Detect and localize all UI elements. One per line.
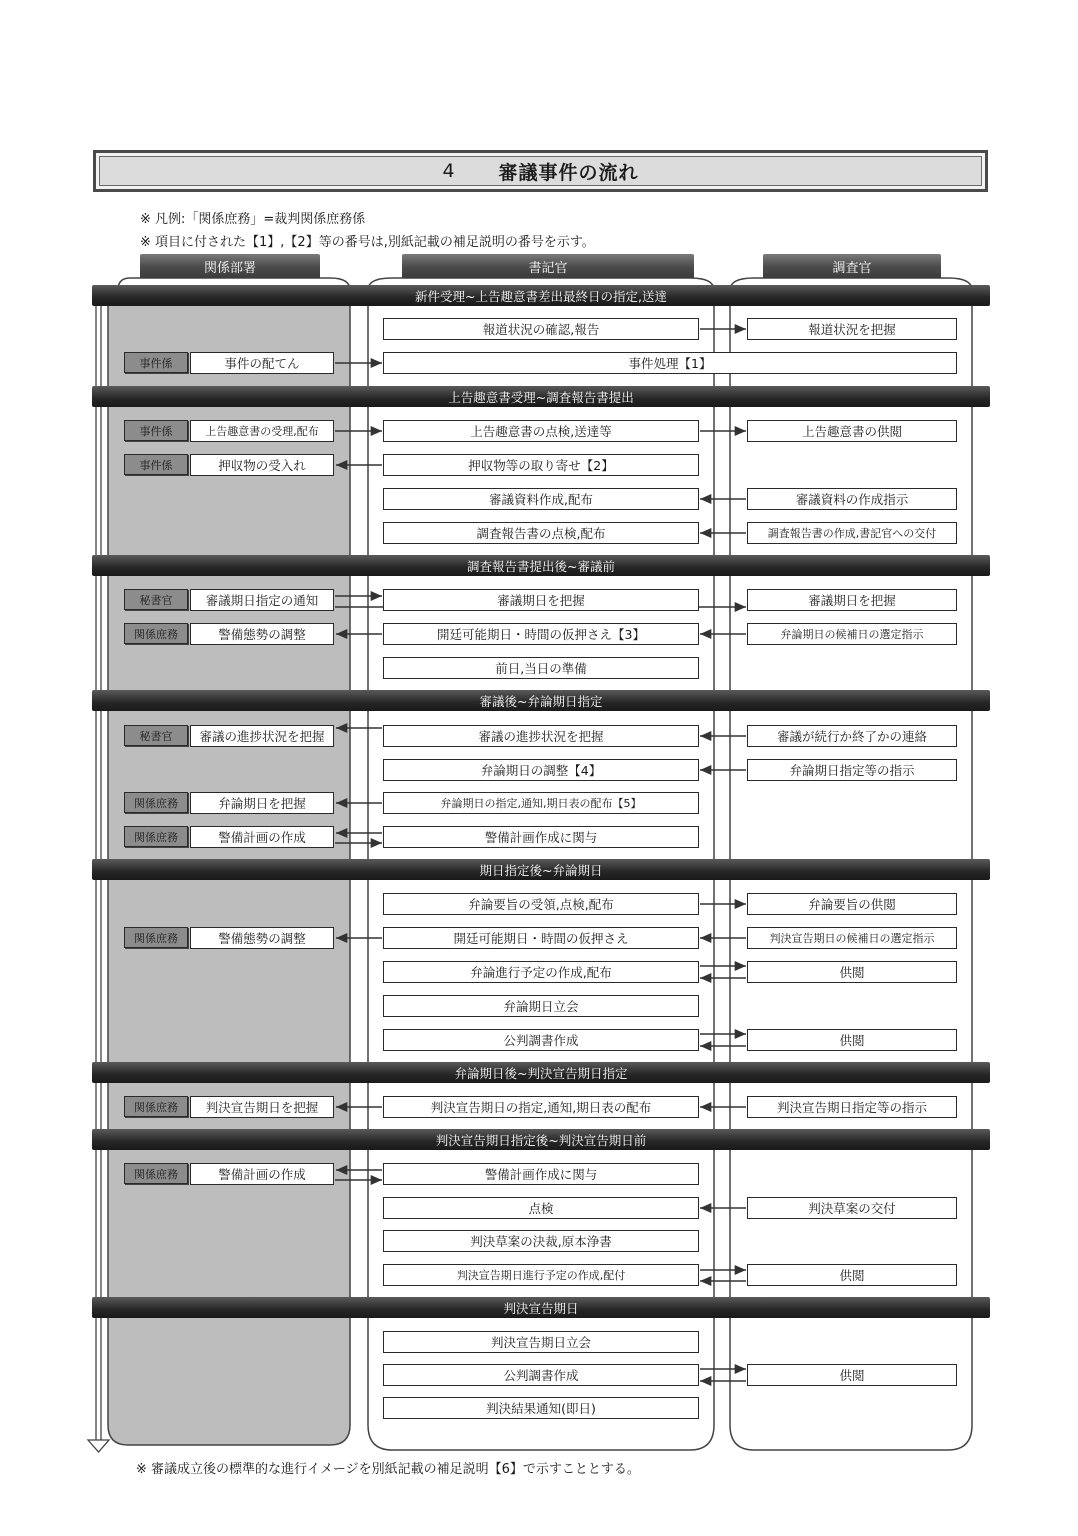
inv-item-review: 供閲 <box>747 961 957 983</box>
inv-item-brief-review: 上告趣意書の供閲 <box>747 420 957 442</box>
left-item-security-plan: 警備計画の作成 <box>190 826 334 848</box>
clerk-item-pleading-adjustment: 弁論期日の調整【4】 <box>383 759 699 781</box>
clerk-item-security-plan-2: 警備計画作成に関与 <box>383 1163 699 1185</box>
clerk-item-deliberation-progress: 審議の進捗状況を把握 <box>383 725 699 747</box>
inv-item-report-delivery: 調査報告書の作成,書記官への交付 <box>747 522 957 544</box>
clerk-item-pleading-attendance: 弁論期日立会 <box>383 995 699 1017</box>
clerk-item-judgment-attendance: 判決宣告期日立会 <box>383 1331 699 1353</box>
page-title-box <box>93 150 988 192</box>
left-item-security-adjustment: 警備態勢の調整 <box>190 623 334 645</box>
clerk-item-deliberation-material: 審議資料作成,配布 <box>383 488 699 510</box>
inv-item-pleading-instruction: 弁論期日指定等の指示 <box>747 759 957 781</box>
clerk-item-press-check: 報道状況の確認,報告 <box>383 318 699 340</box>
phase-bar-8: 判決宣告期日 <box>92 1297 990 1318</box>
left-item-case-assignment: 事件の配てん <box>190 352 334 374</box>
clerk-item-result-notice: 判決結果通知(即日) <box>383 1397 699 1419</box>
numbering-note: ※ 項目に付された【1】,【2】等の番号は,別紙記載の補足説明の番号を示す。 <box>140 235 595 250</box>
clerk-item-judgment-schedule: 判決宣告期日進行予定の作成,配付 <box>383 1264 699 1286</box>
tag-case-section: 事件係 <box>124 352 188 373</box>
column-header-related-dept: 関係部署 <box>140 254 320 278</box>
left-item-deliberation-date-notice: 審議期日指定の通知 <box>190 589 334 611</box>
clerk-item-court-reservation-2: 開廷可能期日・時間の仮押さえ <box>383 927 699 949</box>
phase-bar-5: 期日指定後~弁論期日 <box>92 859 990 880</box>
inv-item-press-status: 報道状況を把握 <box>747 318 957 340</box>
left-item-receive-seized-items: 押収物の受入れ <box>190 454 334 476</box>
clerk-item-brief-check: 上告趣意書の点検,送達等 <box>383 420 699 442</box>
clerk-item-pleading-summary: 弁論要旨の受領,点検,配布 <box>383 893 699 915</box>
column-header-investigator: 調査官 <box>763 254 941 278</box>
clerk-item-deliberation-date: 審議期日を把握 <box>383 589 699 611</box>
column-header-clerk: 書記官 <box>402 254 694 278</box>
title-number: 4 <box>442 160 455 182</box>
clerk-item-trial-record-2: 公判調書作成 <box>383 1364 699 1386</box>
tag-general-affairs: 関係庶務 <box>124 1163 188 1184</box>
tag-secretary: 秘書官 <box>124 725 188 746</box>
tag-general-affairs: 関係庶務 <box>124 623 188 644</box>
phase-bar-6: 弁論期日後~判決宣告期日指定 <box>92 1062 990 1083</box>
phase-bar-3: 調査報告書提出後~審議前 <box>92 555 990 576</box>
phase-bar-4: 審議後~弁論期日指定 <box>92 690 990 711</box>
footnote: ※ 審議成立後の標準的な進行イメージを別紙記載の補足説明【6】で示すこととする。 <box>136 1462 640 1477</box>
clerk-item-case-processing: 事件処理【1】 <box>383 352 957 374</box>
tag-secretary: 秘書官 <box>124 589 188 610</box>
tag-case-section: 事件係 <box>124 454 188 475</box>
left-item-receive-appeal-brief: 上告趣意書の受理,配布 <box>190 420 334 442</box>
clerk-item-inspection: 点検 <box>383 1197 699 1219</box>
clerk-item-pleading-designation: 弁論期日の指定,通知,期日表の配布【5】 <box>383 792 699 814</box>
left-item-judgment-date: 判決宣告期日を把握 <box>190 1096 334 1118</box>
clerk-item-court-reservation: 開廷可能期日・時間の仮押さえ【3】 <box>383 623 699 645</box>
tag-general-affairs: 関係庶務 <box>124 792 188 813</box>
inv-item-review: 供閲 <box>747 1364 957 1386</box>
clerk-item-preparation: 前日,当日の準備 <box>383 657 699 679</box>
left-item-security-plan-2: 警備計画の作成 <box>190 1163 334 1185</box>
page-title: 審議事件の流れ <box>498 161 639 184</box>
inv-item-material-instruction: 審議資料の作成指示 <box>747 488 957 510</box>
phase-bar-2: 上告趣意書受理~調査報告書提出 <box>92 386 990 407</box>
inv-item-draft-delivery: 判決草案の交付 <box>747 1197 957 1219</box>
inv-item-deliberation-date: 審議期日を把握 <box>747 589 957 611</box>
inv-item-judgment-candidates: 判決宣告期日の候補日の選定指示 <box>747 927 957 949</box>
clerk-item-judgment-designation: 判決宣告期日の指定,通知,期日表の配布 <box>383 1096 699 1118</box>
inv-item-review: 供閲 <box>747 1029 957 1051</box>
phase-bar-7: 判決宣告期日指定後~判決宣告期日前 <box>92 1129 990 1150</box>
tag-case-section: 事件係 <box>124 420 188 441</box>
tag-general-affairs: 関係庶務 <box>124 927 188 948</box>
inv-item-continuation-contact: 審議が続行か終了かの連絡 <box>747 725 957 747</box>
inv-item-judgment-instruction: 判決宣告期日指定等の指示 <box>747 1096 957 1118</box>
left-item-pleading-date: 弁論期日を把握 <box>190 792 334 814</box>
inv-item-review: 供閲 <box>747 1264 957 1286</box>
inv-item-pleading-candidates: 弁論期日の候補日の選定指示 <box>747 623 957 645</box>
left-item-security-adjustment-2: 警備態勢の調整 <box>190 927 334 949</box>
left-item-deliberation-progress: 審議の進捗状況を把握 <box>190 725 334 747</box>
clerk-item-draft-approval: 判決草案の決裁,原本浄書 <box>383 1230 699 1252</box>
inv-item-summary-review: 弁論要旨の供閲 <box>747 893 957 915</box>
legend-note: ※ 凡例:「関係庶務」=裁判関係庶務係 <box>140 212 366 227</box>
tag-general-affairs: 関係庶務 <box>124 826 188 847</box>
clerk-item-trial-record: 公判調書作成 <box>383 1029 699 1051</box>
clerk-item-seized-items-request: 押収物等の取り寄せ【2】 <box>383 454 699 476</box>
clerk-item-report-check: 調査報告書の点検,配布 <box>383 522 699 544</box>
clerk-item-pleading-schedule: 弁論進行予定の作成,配布 <box>383 961 699 983</box>
tag-general-affairs: 関係庶務 <box>124 1096 188 1117</box>
clerk-item-security-plan: 警備計画作成に関与 <box>383 826 699 848</box>
phase-bar-1: 新件受理~上告趣意書差出最終日の指定,送達 <box>92 285 990 306</box>
